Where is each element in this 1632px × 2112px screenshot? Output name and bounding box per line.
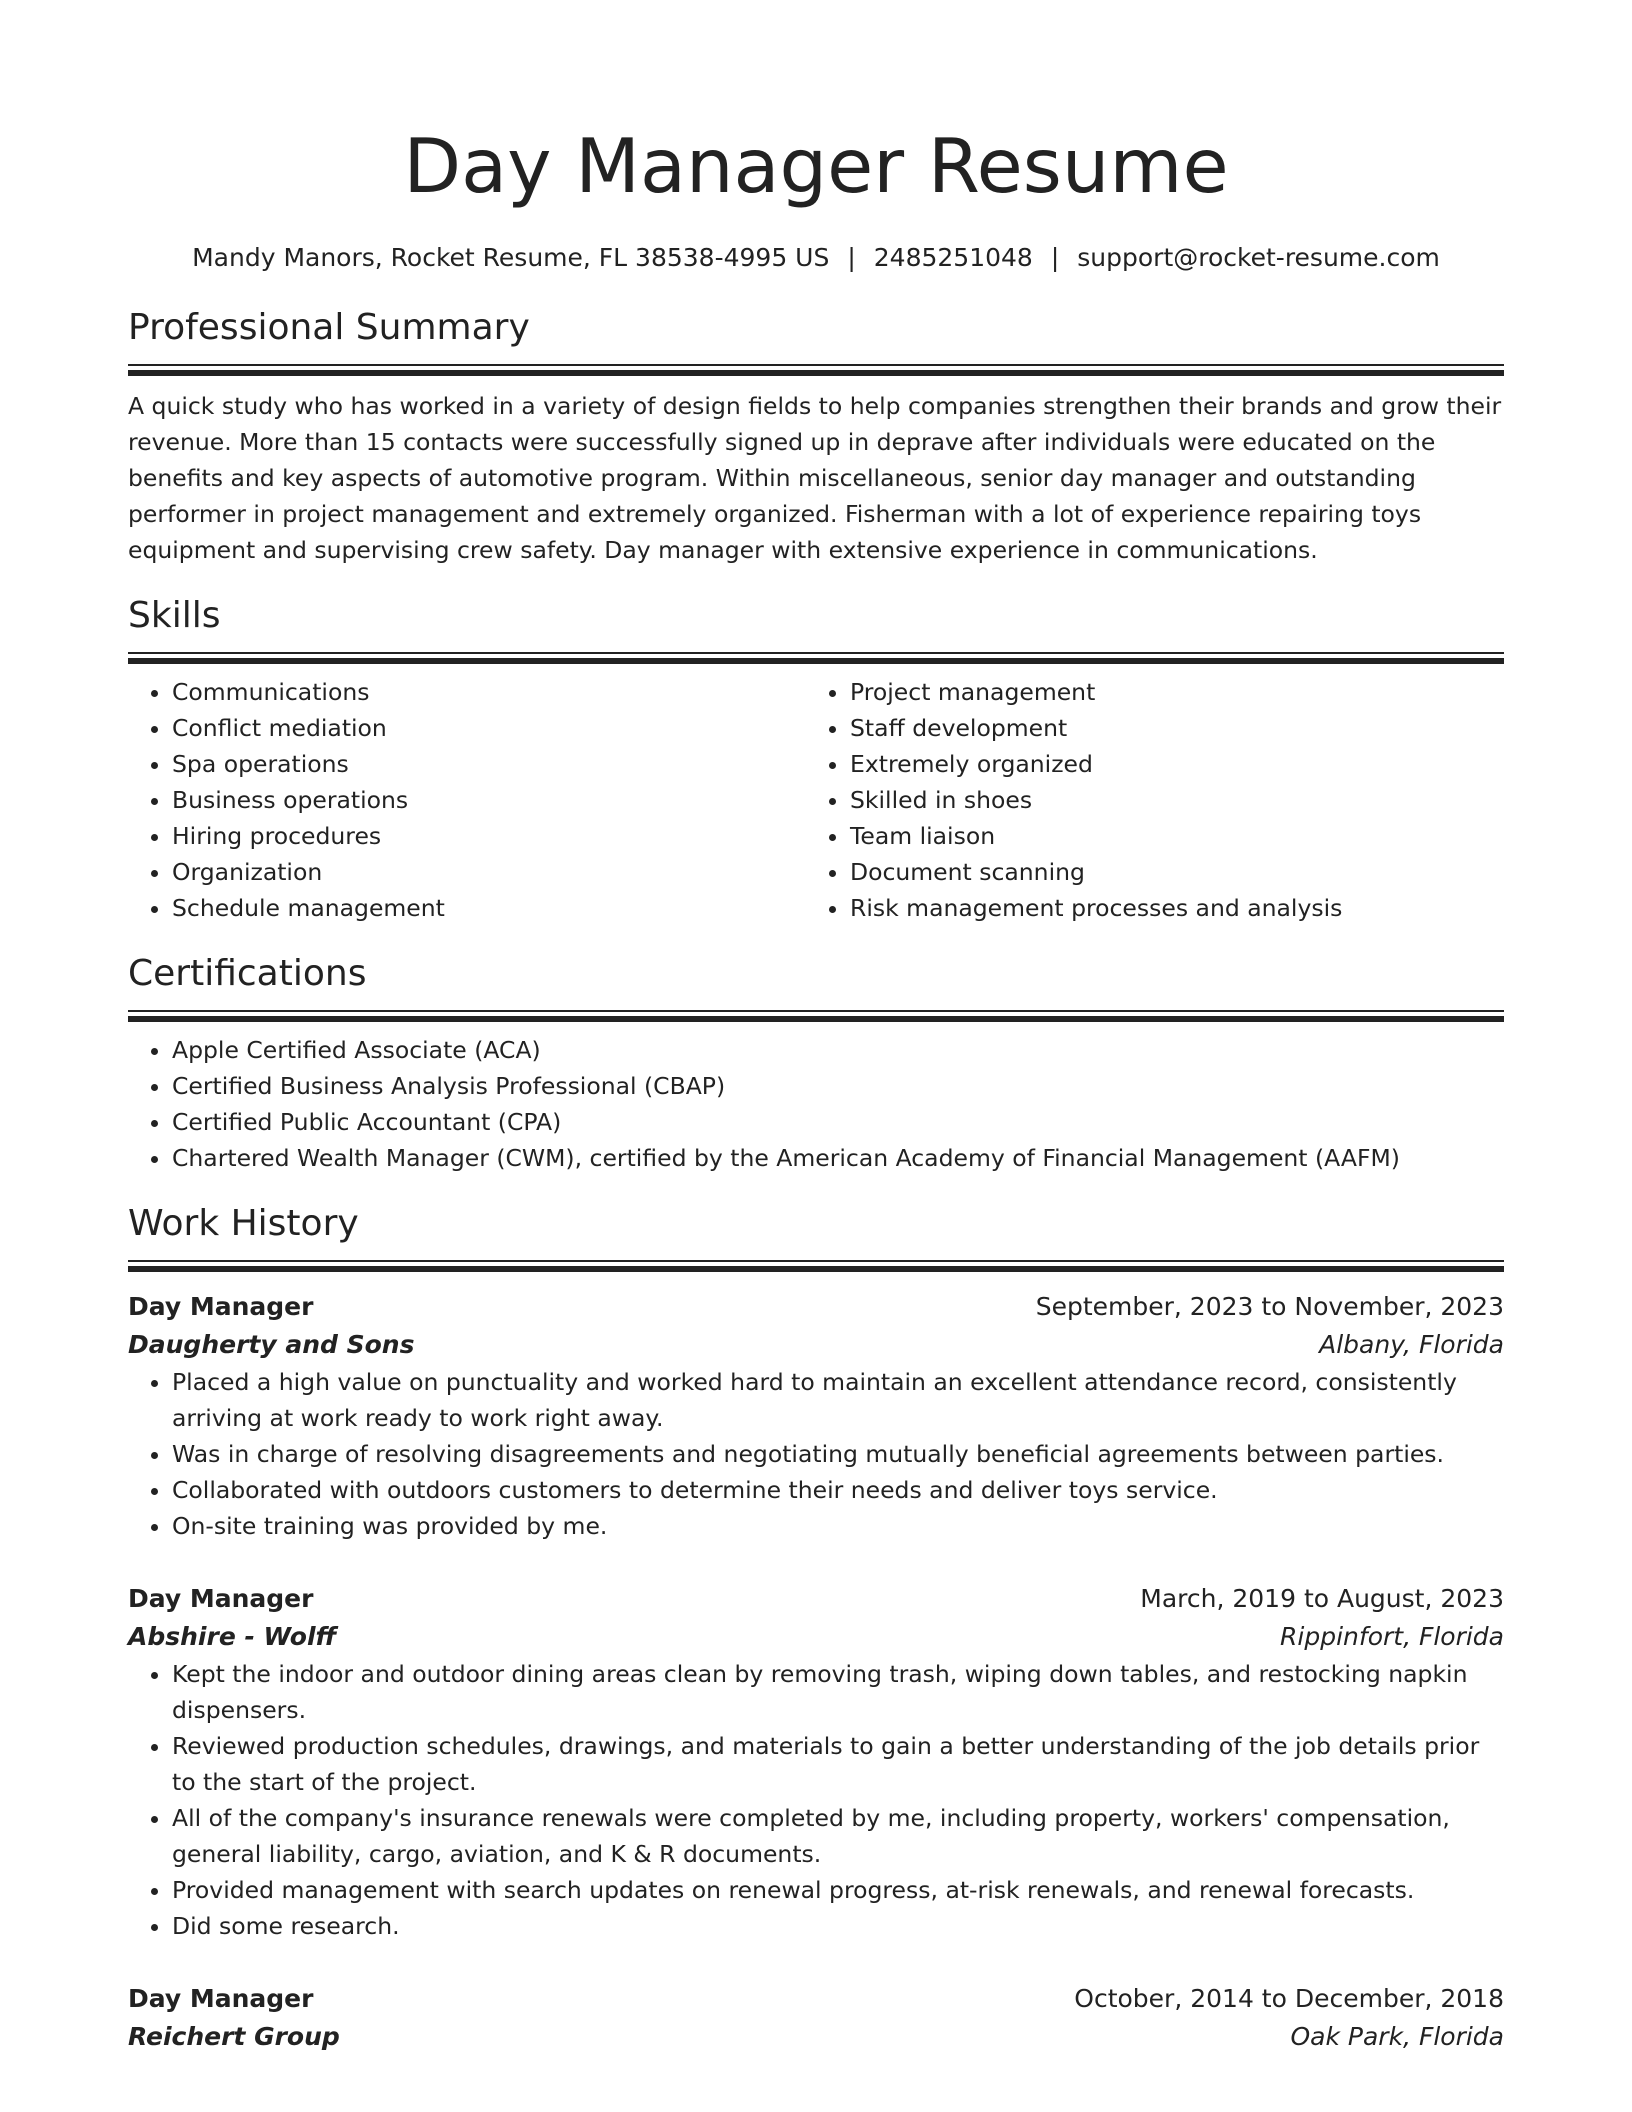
job-company: Reichert Group: [128, 2022, 340, 2051]
job-location: Oak Park, Florida: [1290, 2022, 1504, 2051]
section-heading-certifications: Certifications: [128, 953, 367, 994]
section-heading-work-history: Work History: [128, 1203, 359, 1244]
job-location: Rippinfort, Florida: [1280, 1622, 1504, 1651]
job-header: [128, 1980, 1504, 2018]
certifications-list: [128, 1032, 1504, 1176]
job-duty-item: • Did some research.: [172, 1908, 1504, 1944]
job-duty-item: • All of the company's insurance renewals were completed by me, including property, workers' compensation, general liability, cargo, aviation, and K & R documents.: [172, 1800, 1504, 1872]
skill-item: • Communications: [172, 674, 806, 710]
certifications-section: [128, 952, 1504, 1176]
skills-list: [128, 674, 1504, 926]
job-duty-item: • On-site training was provided by me.: [172, 1508, 1504, 1544]
section-divider: [128, 364, 1504, 376]
job-subheader: [128, 1326, 1504, 1364]
job-duties: [128, 1656, 1504, 1944]
job-company: Daugherty and Sons: [128, 1330, 415, 1359]
job-entry: [128, 1580, 1504, 1944]
work-history-section: [128, 1202, 1504, 2056]
skill-item: • Organization: [172, 854, 806, 890]
contact-line: [128, 242, 1504, 274]
skills-column-right: [806, 674, 1484, 926]
skills-section: [128, 594, 1504, 926]
job-entry: [128, 1288, 1504, 1544]
job-header: [128, 1580, 1504, 1618]
job-duty-item: • Reviewed production schedules, drawings, and materials to gain a better understanding of the job details prior to the start of the project.: [172, 1728, 1504, 1800]
contact-separator: |: [1050, 243, 1060, 272]
contact-separator: |: [847, 243, 856, 272]
section-heading-skills: Skills: [128, 595, 221, 636]
skill-item: • Conflict mediation: [172, 710, 806, 746]
job-title: Day Manager: [128, 1584, 314, 1613]
skill-item: • Extremely organized: [850, 746, 1484, 782]
job-title: Day Manager: [128, 1292, 314, 1321]
skill-item: • Document scanning: [850, 854, 1484, 890]
certification-item: • Certified Public Accountant (CPA): [172, 1104, 1504, 1140]
job-duty-item: • Was in charge of resolving disagreements and negotiating mutually beneficial agreements between parties.: [172, 1436, 1504, 1472]
certification-item: • Certified Business Analysis Professional (CBAP): [172, 1068, 1504, 1104]
summary-section: [128, 306, 1504, 568]
skill-item: • Hiring procedures: [172, 818, 806, 854]
section-heading-summary: Professional Summary: [128, 307, 530, 348]
skill-item: • Schedule management: [172, 890, 806, 926]
job-dates: September, 2023 to November, 2023: [1035, 1292, 1504, 1321]
section-divider: [128, 652, 1504, 664]
skill-item: • Business operations: [172, 782, 806, 818]
contact-phone: 2485251048: [873, 243, 1033, 272]
job-subheader: [128, 2018, 1504, 2056]
section-divider: [128, 1010, 1504, 1022]
resume-title: Day Manager Resume: [403, 122, 1229, 210]
job-duty-item: • Placed a high value on punctuality and worked hard to maintain an excellent attendance record, consistently arriving at work ready to work right away.: [172, 1364, 1504, 1436]
job-duty-item: • Provided management with search updates on renewal progress, at-risk renewals, and renewal forecasts.: [172, 1872, 1504, 1908]
job-company: Abshire - Wolff: [128, 1622, 337, 1651]
job-duty-item: • Collaborated with outdoors customers to determine their needs and deliver toys service.: [172, 1472, 1504, 1508]
skill-item: • Staff development: [850, 710, 1484, 746]
skill-item: • Spa operations: [172, 746, 806, 782]
skill-item: • Skilled in shoes: [850, 782, 1484, 818]
summary-text: A quick study who has worked in a variety of design fields to help companies strengthen their brands and grow their revenue. More than 15 contacts were successfully signed up in deprave after individuals were educated on the benefits and key aspects of automotive program. Within miscellaneous, senior day manager and outstanding performer in project management and extremely organized. Fisherman with a lot of experience repairing toys equipment and supervising crew safety. Day manager with extensive experience in communications.: [128, 392, 1502, 564]
certification-item: • Chartered Wealth Manager (CWM), certified by the American Academy of Financial Management (AAFM): [172, 1140, 1504, 1176]
contact-email: support@rocket-resume.com: [1077, 243, 1440, 272]
skill-item: • Risk management processes and analysis: [850, 890, 1484, 926]
job-location: Albany, Florida: [1319, 1330, 1504, 1359]
contact-address: Mandy Manors, Rocket Resume, FL 38538-4995 US: [192, 243, 830, 272]
skill-item: • Team liaison: [850, 818, 1484, 854]
job-dates: October, 2014 to December, 2018: [1074, 1984, 1504, 2013]
section-divider: [128, 1260, 1504, 1272]
job-duty-item: • Kept the indoor and outdoor dining areas clean by removing trash, wiping down tables, and restocking napkin dispensers.: [172, 1656, 1504, 1728]
job-duties: [128, 1364, 1504, 1544]
skill-item: • Project management: [850, 674, 1484, 710]
certification-item: • Apple Certified Associate (ACA): [172, 1032, 1504, 1068]
job-header: [128, 1288, 1504, 1326]
job-title: Day Manager: [128, 1984, 314, 2013]
job-entry: [128, 1980, 1504, 2056]
job-subheader: [128, 1618, 1504, 1656]
skills-column-left: [128, 674, 806, 926]
resume-page: [128, 0, 1504, 2056]
job-dates: March, 2019 to August, 2023: [1140, 1584, 1504, 1613]
